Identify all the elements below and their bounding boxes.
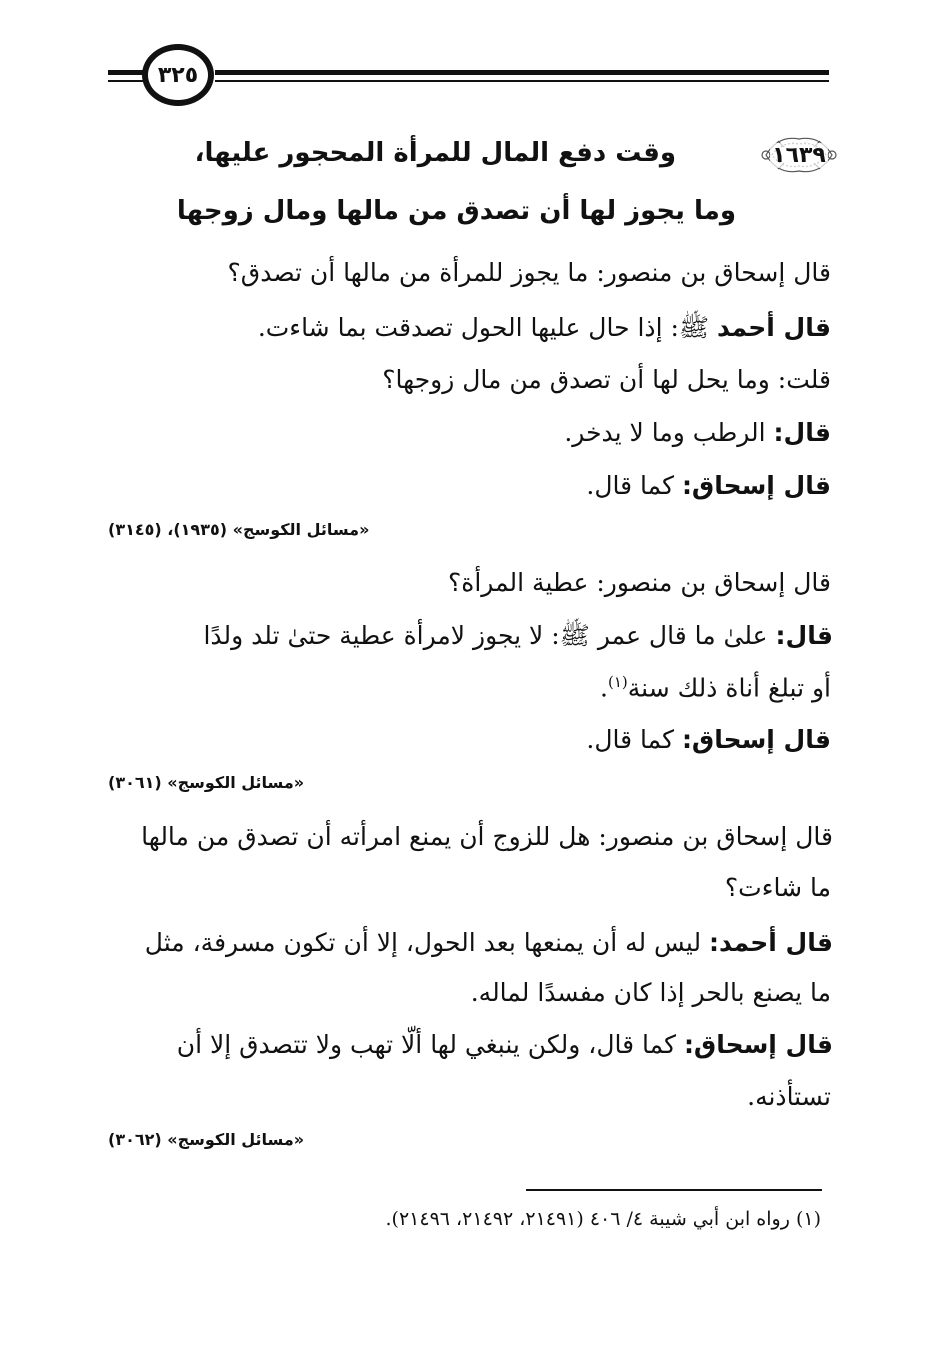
answer-line	[113, 928, 833, 957]
answer-text: كما قال، ولكن ينبغي لها ألّا تهب ولا تتصدق إلا أن	[176, 1030, 684, 1059]
answer-continuation-line	[111, 673, 831, 702]
speaker-label: قال أحمد	[717, 313, 831, 342]
answer-line	[111, 312, 831, 349]
answer-text: ليس له أن يمنعها بعد الحول، إلا أن تكون مسرفة، مثل	[144, 928, 710, 957]
chapter-title-line2: وما يجوز لها أن تصدق من مالها ومال زوجها	[176, 196, 736, 226]
question-line: قلت: وما يحل لها أن تصدق من مال زوجها؟	[382, 365, 831, 394]
answer-text: كما قال.	[586, 725, 682, 754]
question-line: قال إسحاق بن منصور: ما يجوز للمرأة من مالها أن تصدق؟	[227, 258, 831, 287]
answer-continuation-line: ما يصنع بالحر إذا كان مفسدًا لماله.	[470, 978, 831, 1007]
footnote	[121, 1208, 821, 1230]
answer-text: ﷺ: إذا حال عليها الحول تصدقت بما شاءت.	[257, 313, 718, 342]
footnote-text: رواه ابن أبي شيبة ٤/ ٤٠٦ (٢١٤٩١، ٢١٤٩٢، ٢١٤٩٦).	[385, 1208, 796, 1230]
speaker-label: قال إسحاق:	[681, 725, 831, 754]
answer-line	[113, 620, 833, 657]
answer-line	[111, 471, 831, 500]
question-line: قال إسحاق بن منصور: هل للزوج أن يمنع امرأته أن تصدق من مالها	[141, 822, 833, 851]
speaker-label: قال:	[773, 418, 831, 447]
header-rule-left-thin	[108, 80, 144, 82]
answer-text-end: .	[600, 673, 608, 703]
question-continuation-line: ما شاءت؟	[724, 873, 831, 902]
answer-continuation-line: تستأذنه.	[747, 1082, 831, 1111]
chapter-number: ١٦٣٩	[772, 142, 826, 168]
source-citation	[108, 773, 708, 792]
question-line: قال إسحاق بن منصور: عطية المرأة؟	[447, 568, 831, 597]
chapter-title-line1: وقت دفع المال للمرأة المحجور عليها،	[194, 138, 676, 168]
source-text: «مسائل الكوسج» (٣٠٦١)	[108, 773, 305, 792]
answer-line	[113, 1030, 833, 1059]
chapter-number-ornament	[758, 133, 840, 177]
header-rule	[215, 70, 829, 75]
footnote-ref[interactable]: (١)	[607, 673, 628, 691]
source-text: «مسائل الكوسج» (٣٠٦٢)	[108, 1130, 305, 1149]
source-citation	[108, 520, 708, 539]
source-text: «مسائل الكوسج» (١٩٣٥)، (٣١٤٥)	[108, 520, 370, 539]
header-rule-thin	[215, 80, 829, 82]
answer-line	[111, 725, 831, 754]
page-number: ٣٢٥	[142, 44, 214, 106]
answer-text: أو تبلغ أناة ذلك سنة	[627, 673, 831, 703]
answer-line	[111, 418, 831, 447]
speaker-label: قال إسحاق:	[683, 1030, 833, 1059]
header-rule-left	[108, 70, 144, 75]
answer-text: الرطب وما لا يدخر.	[564, 418, 774, 447]
source-citation	[108, 1130, 708, 1149]
footnote-marker: (١)	[795, 1208, 821, 1230]
speaker-label: قال:	[775, 621, 833, 650]
speaker-label: قال أحمد:	[709, 928, 833, 957]
speaker-label: قال إسحاق:	[681, 471, 831, 500]
footnote-rule	[526, 1189, 822, 1191]
answer-text: كما قال.	[586, 471, 682, 500]
answer-text: علىٰ ما قال عمر ﷺ: لا يجوز لامرأة عطية حتىٰ تلد ولدًا	[203, 621, 776, 650]
